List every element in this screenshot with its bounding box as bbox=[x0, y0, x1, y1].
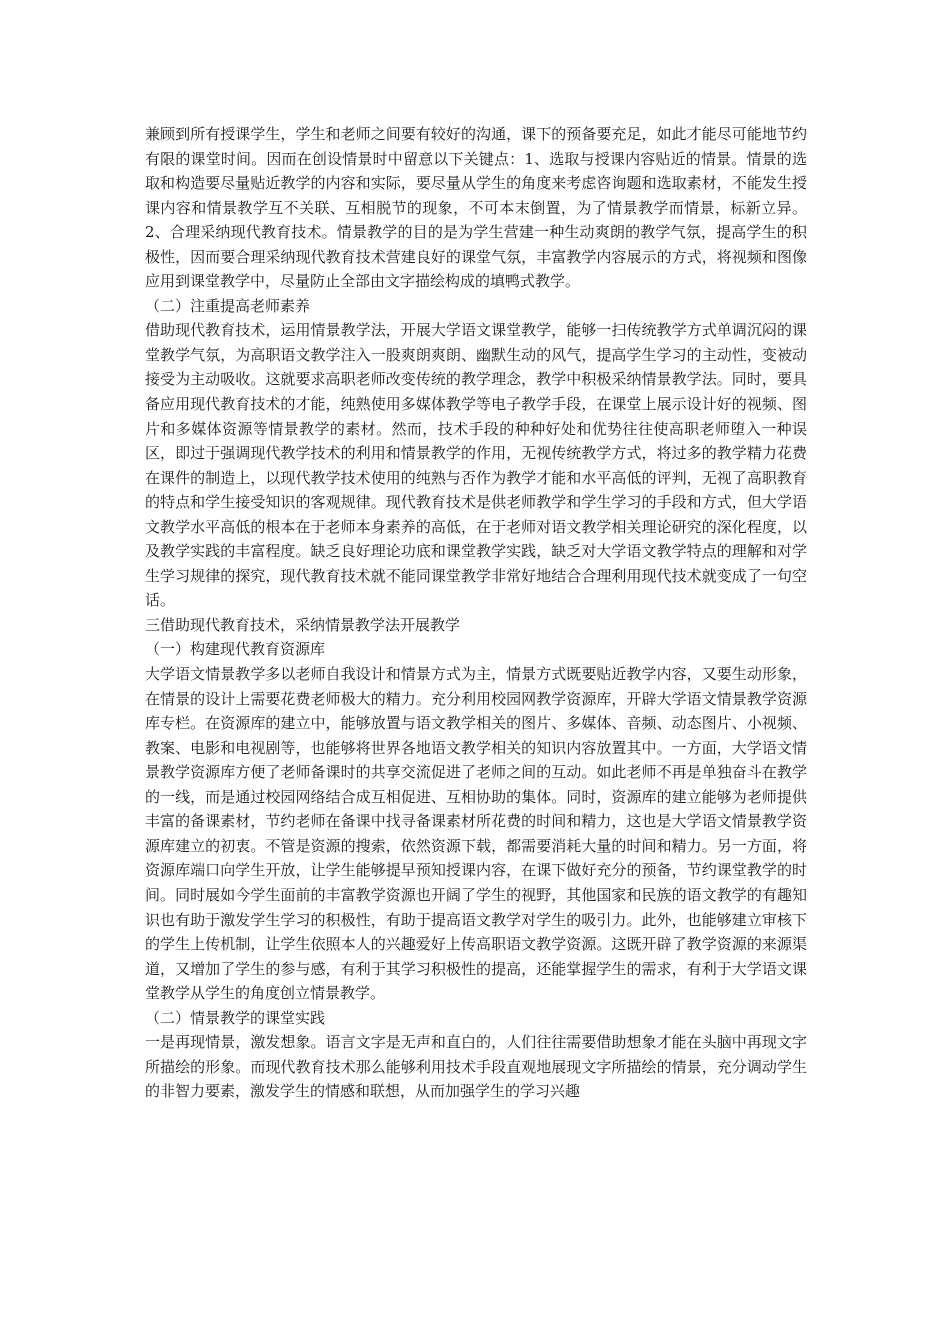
paragraph-teacher-quality: 借助现代教育技术，运用情景教学法，开展大学语文课堂教学，能够一扫传统教学方式单调沉闷的课堂教学气氛，为高职语文教学注入一股爽朗爽朗、幽默生动的风气，提高学生学习的主动性，变被动接受为主动吸收。这就要求高职老师改变传统的教学理念，教学中积极采纳情景教学法。同时，要具备应用现代教育技术的才能，纯熟使用多媒体教学等电子教学手段，在课堂上展示设计好的视频、图片和多媒体资源等情景教学的素材。然而，技术手段的种种好处和优势往往使高职老师堕入一种误区，即过于强调现代教学技术的利用和情景教学的作用，无视传统教学方式，将过多的教学精力花费在课件的制造上，以现代教学技术使用的纯熟与否作为教学才能和水平高低的评判，无视了高职教育的特点和学生接受知识的客观规律。现代教育技术是供老师教学和学生学习的手段和方式，但大学语文教学水平高低的根本在于老师本身素养的高低，在于老师对语文教学相关理论研究的深化程度，以及教学实践的丰富程度。缺乏良好理论功底和课堂教学实践，缺乏对大学语文教学特点的理解和对学生学习规律的探究，现代教育技术就不能同课堂教学非常好地结合合理利用现代技术就变成了一句空话。 bbox=[145, 321, 807, 610]
paragraph-resource-library: 大学语文情景教学多以老师自我设计和情景方式为主，情景方式既要贴近教学内容，又要生动形象，在情景的设计上需要花费老师极大的精力。充分利用校园网教学资源库，开辟大学语文情景教学资源库专栏。在资源库的建立中，能够放置与语文教学相关的图片、多媒体、音频、动态图片、小视频、教案、电影和电视剧等，也能够将世界各地语文教学相关的知识内容放置其中。一方面，大学语文情景教学资源库方便了老师备课时的共享交流促进了老师之间的互动。如此老师不再是单独奋斗在教学的一线，而是通过校园网络结合成互相促进、互相协助的集体。同时，资源库的建立能够为老师提供丰富的备课素材，节约老师在备课中找寻备课素材所花费的时间和精力，这也是大学语文情景教学资源库建立的初衷。不管是资源的搜索，依然资源下载，都需要消耗大量的时间和精力。另一方面，将资源库端口向学生开放，让学生能够提早预知授课内容，在课下做好充分的预备，节约课堂教学的时间。同时展如今学生面前的丰富教学资源也开阔了学生的视野，其他国家和民族的语文教学的有趣知识也有助于激发学生学习的积极性，有助于提高语文教学对学生的吸引力。此外，也能够建立审核下的学生上传机制，让学生依照本人的兴趣爱好上传高职语文教学资源。这既开辟了教学资源的来源渠道，又增加了学生的参与感，有利于其学习积极性的提高，还能掌握学生的需求，有利于大学语文课堂教学从学生的角度创立情景教学。 bbox=[145, 665, 807, 1003]
heading-resource-library: （一）构建现代教育资源库 bbox=[145, 640, 326, 659]
heading-section-three: 三借助现代教育技术，采纳情景教学法开展教学 bbox=[145, 615, 461, 634]
heading-classroom-practice: （二）情景教学的课堂实践 bbox=[145, 1008, 326, 1027]
heading-teacher-quality: （二）注重提高老师素养 bbox=[145, 296, 311, 315]
paragraph-key-points: 兼顾到所有授课学生，学生和老师之间要有较好的沟通，课下的预备要充足，如此才能尽可能地节约有限的课堂时间。因而在创设情景时中留意以下关键点：1、选取与授课内容贴近的情景。情景的选取和构造要尽量贴近教学的内容和实际，要尽量从学生的角度来考虑咨询题和选取素材，不能发生授课内容和情景教学互不关联、互相脱节的现象，不可本末倒置，为了情景教学而情景，标新立异。2、合理采纳现代教育技术。情景教学的目的是为学生营建一种生动爽朗的教学气氛，提高学生的积极性，因而要合理采纳现代教育技术营建良好的课堂气氛，丰富教学内容展示的方式，将视频和图像应用到课堂教学中，尽量防止全部由文字描绘构成的填鸭式教学。 bbox=[145, 125, 807, 291]
paragraph-classroom-practice: 一是再现情景，激发想象。语言文字是无声和直白的，人们往往需要借助想象才能在头脑中再现文字所描绘的形象。而现代教育技术那么能够利用技术手段直观地展现文字所描绘的情景，充分调动学生的非智力要素，激发学生的情感和联想，从而加强学生的学习兴趣 bbox=[145, 1033, 807, 1101]
document-page bbox=[145, 122, 807, 1104]
